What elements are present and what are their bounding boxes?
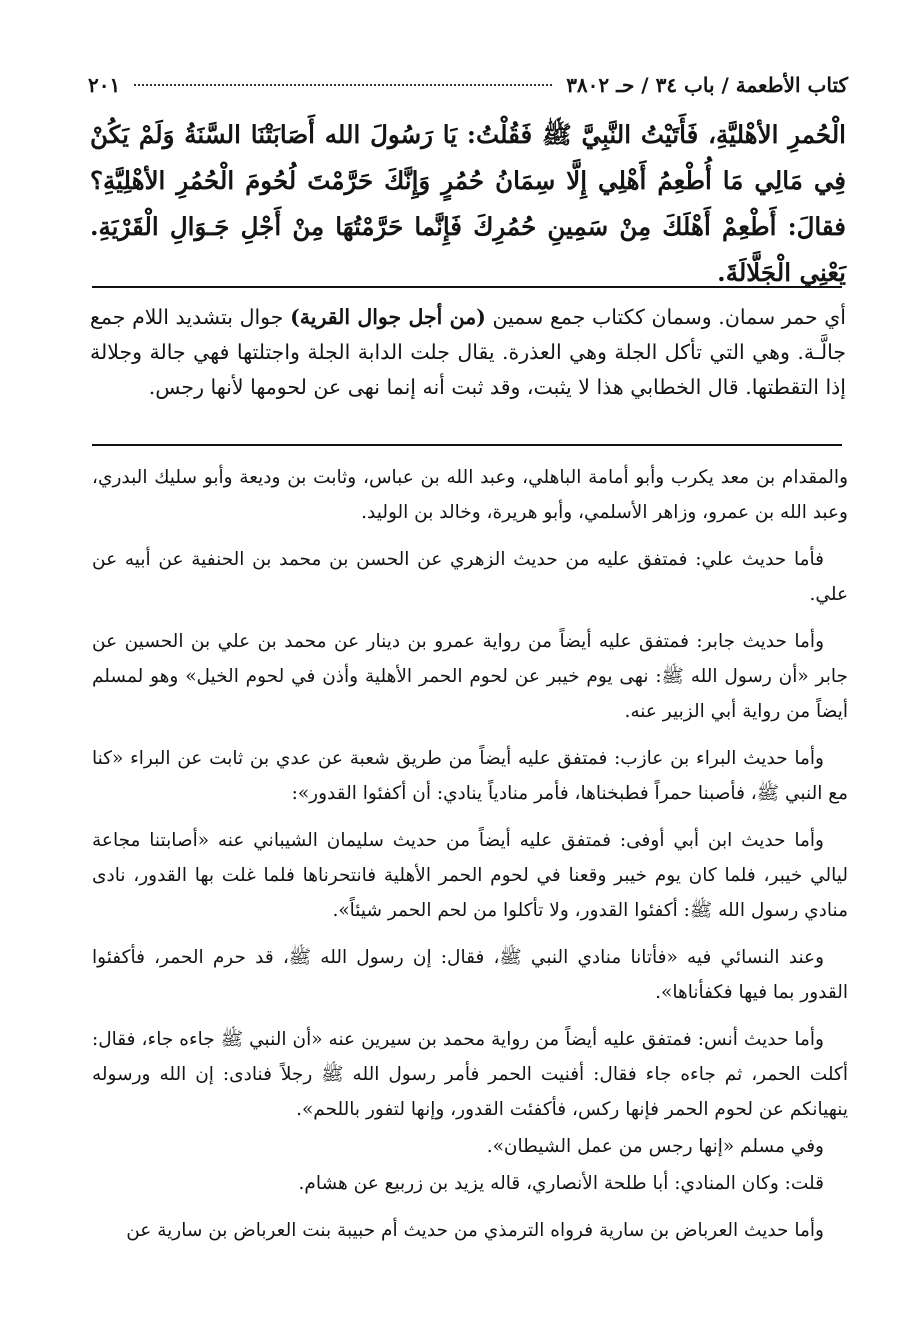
body-text (92, 460, 848, 1260)
running-header (88, 68, 848, 102)
page-number: ٢٠١ (88, 73, 121, 97)
commentary-text-1: أي حمر سمان. وسمان ككتاب جمع سمين (485, 305, 846, 329)
paragraph-anas: وأما حديث أنس: فمتفق عليه أيضاً من رواية محمد بن سيرين عنه «أن النبي ﷺ جاءه جاء، فقال: أكلت الحمر، ثم جاءه جاء فقال: أفنيت الحمر فأمر رسول الله ﷺ رجلاً فنادى: إن الله ورسوله ينهيانكم عن لحوم الحمر فإنها ركس، فأكفئت القدور، وإنها لتفور باللحم». (92, 1029, 848, 1120)
paragraph-nasai: وعند النسائي فيه «فأتانا منادي النبي ﷺ، فقال: إن رسول الله ﷺ، قد حرم الحمر، فأكفئوا القدور بما فيها فكفأناها». (92, 947, 848, 1003)
paragraph-companions: والمقدام بن معد يكرب وأبو أمامة الباهلي، وعبد الله بن عباس، وثابت بن وديعة وأبو سليك البدري، وعبد الله بن عمرو، وزاهر الأسلمي، وأبو هريرة، وخالد بن الوليد. (92, 467, 848, 523)
commentary-block (90, 300, 846, 405)
header-dot-leader (134, 84, 552, 86)
paragraph-ali: فأما حديث علي: فمتفق عليه من حديث الزهري عن الحسن بن محمد بن الحنفية عن أبيه عن علي. (92, 549, 848, 605)
divider-rule-bottom (92, 444, 842, 446)
paragraph-munadi: قلت: وكان المنادي: أبا طلحة الأنصاري، قاله يزيد بن زربيع عن هشام. (298, 1173, 824, 1194)
hadith-text: الْحُمرِ الأهْليَّةِ، فَأَتَيْتُ النَّبِيَّ ﷺ فَقُلْتُ: يَا رَسُولَ الله أَصَابَتْنَا السَّنَةُ وَلَمْ يَكُنْ فِي مَالِي مَا أُطْعِمُ أَهْلِي إِلَّا سِمَانُ حُمُرٍ وَإِنَّكَ حَرَّمْتَ لُحُومَ الْحُمُرِ الأهْلِيَّةِ؟ فقالَ: أَطْعِمْ أَهْلَكَ مِنْ سَمِينِ حُمُرِكَ فَإِنَّما حَرَّمْتُهَا مِنْ أَجْلِ جَـوَالِ الْقَرْيَةِ. يَعْنِي الْجَلَّالَةَ. (90, 120, 846, 287)
commentary-text-2: جوال بتشديد اللام جمع جالَّـة. وهي التي تأكل الجلة وهي العذرة. يقال جلت الدابة الجلة واجتلتها فهي جالة وجلالة إذا التقطتها. قال الخطابي هذا لا يثبت، وقد ثبت أنه إنما نهى عن لحومها لأنها رجس. (90, 305, 846, 399)
paragraph-jabir: وأما حديث جابر: فمتفق عليه أيضاً من رواية عمرو بن دينار عن محمد بن علي بن الحسين عن جابر «أن رسول الله ﷺ: نهى يوم خيبر عن لحوم الحمر الأهلية وأذن في لحوم الخيل» وهو لمسلم أيضاً من رواية أبي الزبير عنه. (92, 631, 848, 722)
divider-rule-top (92, 286, 842, 288)
paragraph-bara: وأما حديث البراء بن عازب: فمتفق عليه أيضاً من طريق شعبة عن عدي بن ثابت عن البراء «كنا مع النبي ﷺ، فأصبنا حمراً فطبخناها، فأمر منادياً ينادي: أن أكفئوا القدور»: (92, 748, 848, 804)
paragraph-ibn-abi-awfa: وأما حديث ابن أبي أوفى: فمتفق عليه أيضاً من حديث سليمان الشيباني عنه «أصابتنا مجاعة ليالي خيبر، فلما كان يوم خيبر وقعنا في لحوم الحمر الأهلية فانتحرناها فلما غلت بها القدور، نادى منادي رسول الله ﷺ: أكفئوا القدور، ولا تأكلوا من لحم الحمر شيئاً». (92, 830, 848, 921)
commentary-quoted-phrase: (من أجل جوال القرية) (290, 305, 486, 329)
header-title: كتاب الأطعمة / باب ٣٤ / حـ ٣٨٠٢ (566, 73, 848, 97)
paragraph-irbad: وأما حديث العرباض بن سارية فرواه الترمذي من حديث أم حبيبة بنت العرباض بن سارية عن (126, 1220, 824, 1241)
paragraph-muslim: وفي مسلم «إنها رجس من عمل الشيطان». (486, 1136, 824, 1157)
